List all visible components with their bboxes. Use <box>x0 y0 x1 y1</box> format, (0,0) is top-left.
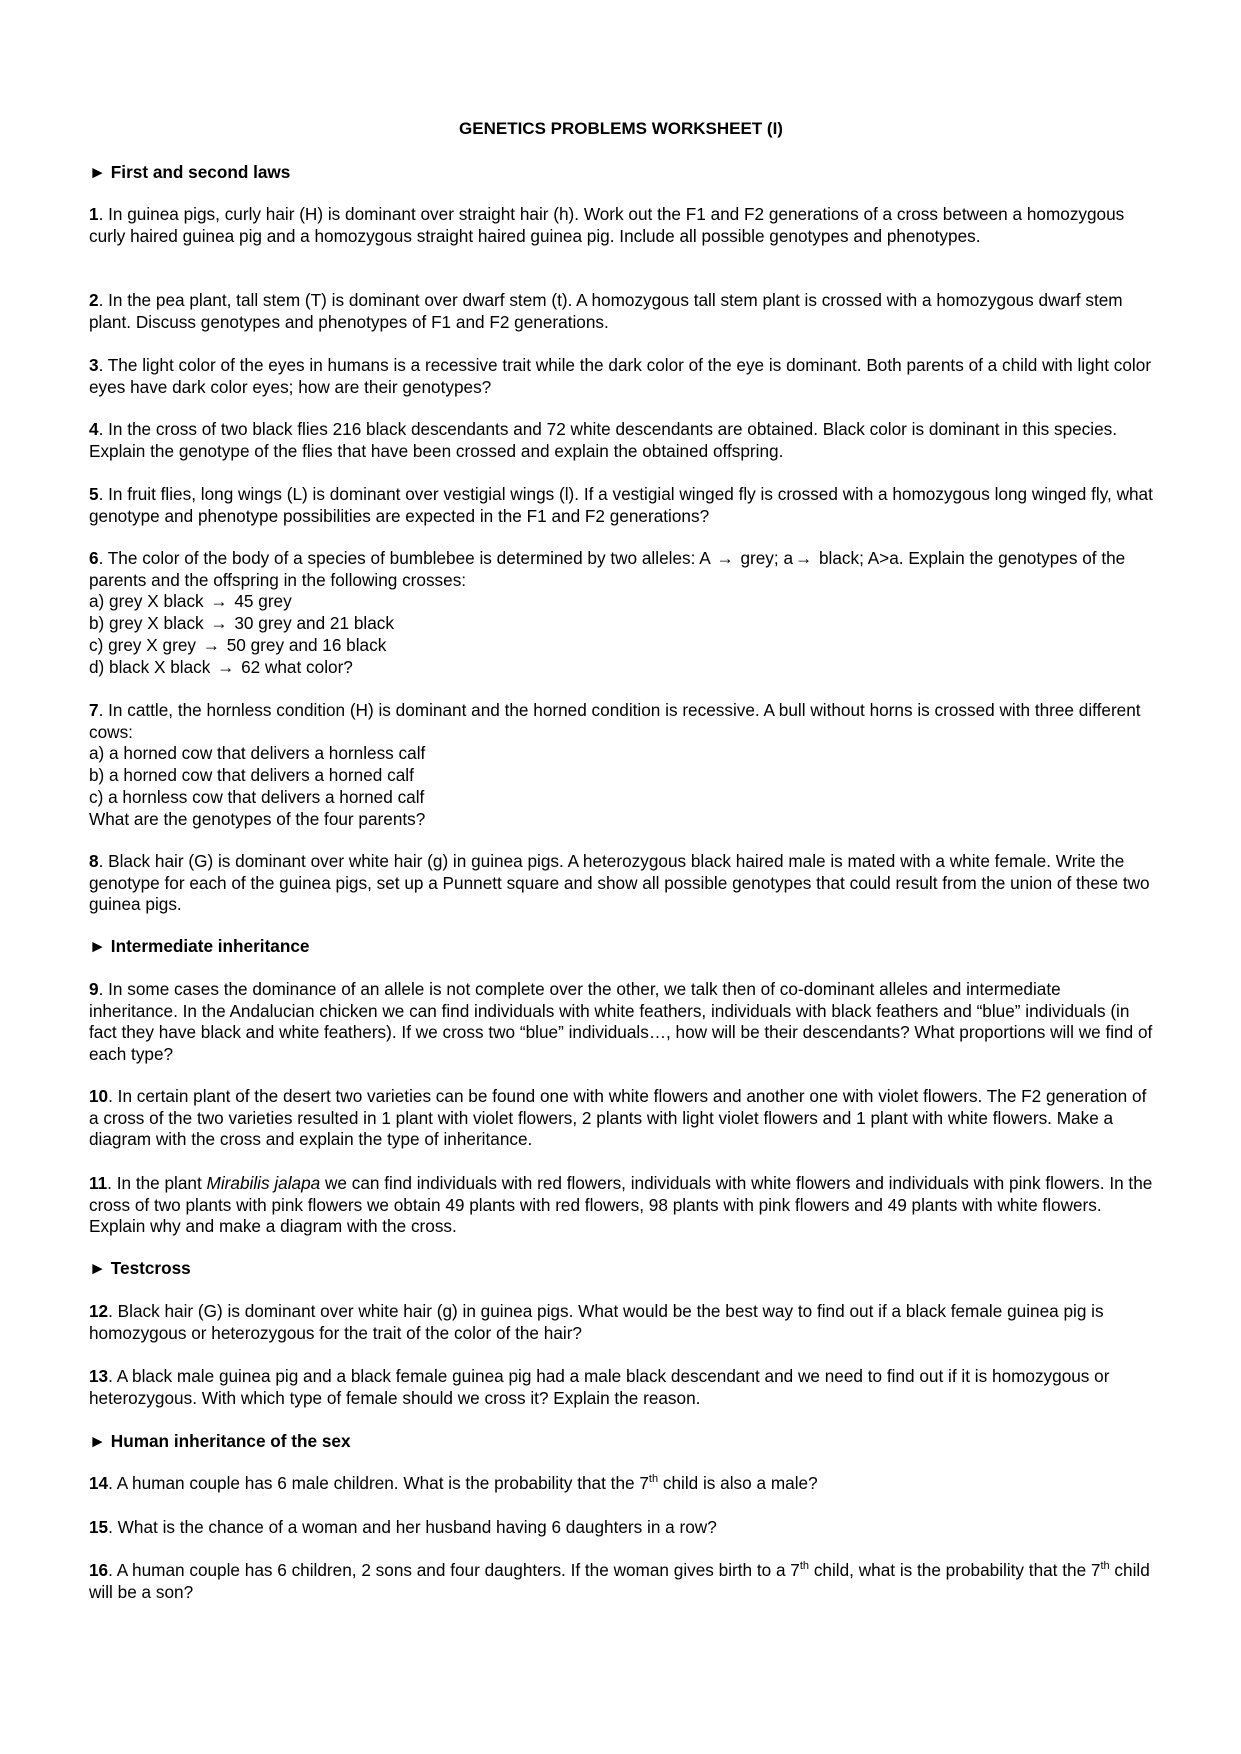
problem-15 <box>89 1517 1153 1539</box>
cross-result: 30 grey and 21 black <box>229 613 394 634</box>
problem-text: . Black hair (G) is dominant over white hair (g) in guinea pigs. A heterozygous black haired male is mated with a white female. Write the genotype for each of the guinea pigs, set up a Punnett square and show all possible genotypes that could result from the union of these two guinea pigs. <box>89 851 1150 915</box>
page-title: GENETICS PROBLEMS WORKSHEET (I) <box>459 119 783 138</box>
problem-number: 13 <box>89 1366 109 1386</box>
list-item <box>89 635 1153 657</box>
problem-9 <box>89 979 1153 1066</box>
cross-result: 62 what color? <box>236 656 353 677</box>
problem-7 <box>89 700 1153 830</box>
problem-number: 2 <box>89 290 99 310</box>
problem-text: . A human couple has 6 male children. What is the probability that the 7 <box>108 1473 649 1493</box>
problem-number: 11 <box>89 1173 108 1193</box>
problem-text: . What is the chance of a woman and her husband having 6 daughters in a row? <box>108 1517 717 1537</box>
species-name: Mirabilis jalapa <box>206 1173 321 1193</box>
problem-text: . The color of the body of a species of bumblebee is determined by two alleles: A <box>98 548 715 568</box>
problem-text: child will be a son? <box>89 1560 1150 1602</box>
problem-number: 5 <box>89 484 99 504</box>
cross-result: 50 grey and 16 black <box>221 634 387 655</box>
problem-text: . In some cases the dominance of an allele is not complete over the other, we talk then of co-dominant alleles and intermediate inheritance. In the Andalucian chicken we can find individuals with white feathers, individuals with black feathers and “blue” individuals (in fact they have black and white feathers). If we cross two “blue” individuals…, how will be their descendants? What proportions will we find of each type? <box>89 979 1153 1065</box>
problem-text: . The light color of the eyes in humans is a recessive trait while the dark color of the eye is dominant. Both parents of a child with light color eyes have dark color eyes; how are their genotypes? <box>89 355 1152 397</box>
problem-13 <box>89 1366 1153 1409</box>
triangle-bullet-icon: ► <box>89 936 107 956</box>
section-heading-text: Testcross <box>110 1258 191 1278</box>
problem-16 <box>89 1560 1153 1603</box>
problem-text: child, what is the probability that the 7 <box>809 1560 1101 1580</box>
problem-number: 1 <box>89 204 99 224</box>
problem-text: . In the pea plant, tall stem (T) is dominant over dwarf stem (t). A homozygous tall stem plant is crossed with a homozygous dwarf stem plant. Discuss genotypes and phenotypes of F1 and F2 generations. <box>89 290 1123 332</box>
problem-number: 12 <box>89 1301 109 1321</box>
problem-text: grey; a <box>735 548 794 568</box>
arrow-right-icon: → <box>210 613 228 634</box>
problem-text: . In the plant <box>107 1173 207 1193</box>
section-heading-intermediate-inheritance <box>89 936 1153 958</box>
list-item <box>89 613 1153 635</box>
list-item: c) a hornless cow that delivers a horned calf <box>89 786 425 807</box>
problem-number: 8 <box>89 851 99 871</box>
problem-12 <box>89 1301 1153 1344</box>
problem-text: black; A>a. Explain the genotypes of the parents and the offspring in the following crosses: <box>89 548 1126 590</box>
problem-text: . In cattle, the hornless condition (H) is dominant and the horned condition is recessive. A bull without horns is crossed with three different cows: <box>89 700 1141 742</box>
triangle-bullet-icon: ► <box>89 1431 107 1451</box>
arrow-right-icon: → <box>202 634 220 655</box>
cross-label: c) grey X grey <box>89 634 201 655</box>
problem-text: . Black hair (G) is dominant over white hair (g) in guinea pigs. What would be the best way to find out if a black female guinea pig is homozygous or heterozygous for the trait of the color of the hair? <box>89 1301 1104 1343</box>
cross-label: b) grey X black <box>89 613 209 634</box>
problem-number: 6 <box>89 548 99 568</box>
problem-text: . In guinea pigs, curly hair (H) is dominant over straight hair (h). Work out the F1 and F2 generations of a cross between a homozygous curly haired guinea pig and a homozygous straight haired guinea pig. Include all possible genotypes and phenotypes. <box>89 204 1125 246</box>
problem-6 <box>89 548 1153 678</box>
cross-result: 45 grey <box>229 591 292 612</box>
arrow-right-icon: → <box>795 548 813 568</box>
problem-text: . A black male guinea pig and a black female guinea pig had a male black descendant and we need to find out if it is homozygous or heterozygous. With which type of female should we cross it? Explain the reason. <box>89 1366 1110 1408</box>
section-heading-human-inheritance-sex <box>89 1431 1153 1453</box>
section-heading-text: Intermediate inheritance <box>110 936 310 956</box>
problem-3 <box>89 355 1153 398</box>
list-item <box>89 657 1153 679</box>
problem-number: 3 <box>89 355 99 375</box>
cross-label: a) grey X black <box>89 591 209 612</box>
problem-text: we can find individuals with red flowers, individuals with white flowers and individuals with pink flowers. In the cross of two plants with pink flowers we obtain 49 plants with red flowers, 98 plants with pink flowers and 49 plants with white flowers. Explain why and make a diagram with the cross. <box>89 1173 1153 1237</box>
section-heading-testcross <box>89 1258 1153 1280</box>
problem-intro <box>89 548 1153 591</box>
superscript: th <box>648 1473 659 1485</box>
problem-11 <box>89 1173 1153 1238</box>
problem-intro <box>89 700 1153 743</box>
arrow-right-icon: → <box>217 656 235 677</box>
problem-number: 4 <box>89 419 99 439</box>
problem-number: 16 <box>89 1560 109 1580</box>
problem-number: 10 <box>89 1086 109 1106</box>
problem-text: . In the cross of two black flies 216 black descendants and 72 white descendants are obtained. Black color is dominant in this species. Explain the genotype of the flies that have been crossed and explain the obtained offspring. <box>89 419 1118 461</box>
triangle-bullet-icon: ► <box>89 162 107 182</box>
problem-text: . In fruit flies, long wings (L) is dominant over vestigial wings (l). If a vestigial winged fly is crossed with a homozygous long winged fly, what genotype and phenotype possibilities are expected in the F1 and F2 generations? <box>89 484 1153 526</box>
section-heading-text: Human inheritance of the sex <box>110 1431 351 1451</box>
superscript: th <box>1100 1560 1110 1572</box>
list-item: b) a horned cow that delivers a horned calf <box>89 765 414 786</box>
problem-2 <box>89 290 1153 333</box>
problem-5 <box>89 484 1153 527</box>
problem-14 <box>89 1473 1153 1495</box>
problem-number: 7 <box>89 700 99 720</box>
problem-question: What are the genotypes of the four parents? <box>89 808 426 829</box>
problem-10 <box>89 1086 1153 1151</box>
cross-label: d) black X black <box>89 656 216 677</box>
problem-number: 14 <box>89 1473 109 1493</box>
problem-1 <box>89 204 1153 247</box>
problem-text: child is also a male? <box>658 1473 818 1493</box>
problem-4 <box>89 419 1153 462</box>
arrow-right-icon: → <box>716 548 734 568</box>
triangle-bullet-icon: ► <box>89 1258 107 1278</box>
problem-number: 15 <box>89 1517 109 1537</box>
arrow-right-icon: → <box>210 591 228 612</box>
problem-text: . A human couple has 6 children, 2 sons and four daughters. If the woman gives birth to a 7 <box>108 1560 800 1580</box>
superscript: th <box>799 1560 810 1572</box>
list-item <box>89 591 1153 613</box>
problem-number: 9 <box>89 979 99 999</box>
problem-text: . In certain plant of the desert two varieties can be found one with white flowers and another one with violet flowers. The F2 generation of a cross of the two varieties resulted in 1 plant with violet flowers, 2 plants with light violet flowers and 1 plant with white flowers. Make a diagram with the cross and explain the type of inheritance. <box>89 1086 1147 1150</box>
section-heading-first-second-laws <box>89 162 1153 184</box>
problem-8 <box>89 851 1153 916</box>
list-item: a) a horned cow that delivers a hornless calf <box>89 743 426 764</box>
section-heading-text: First and second laws <box>110 162 291 182</box>
